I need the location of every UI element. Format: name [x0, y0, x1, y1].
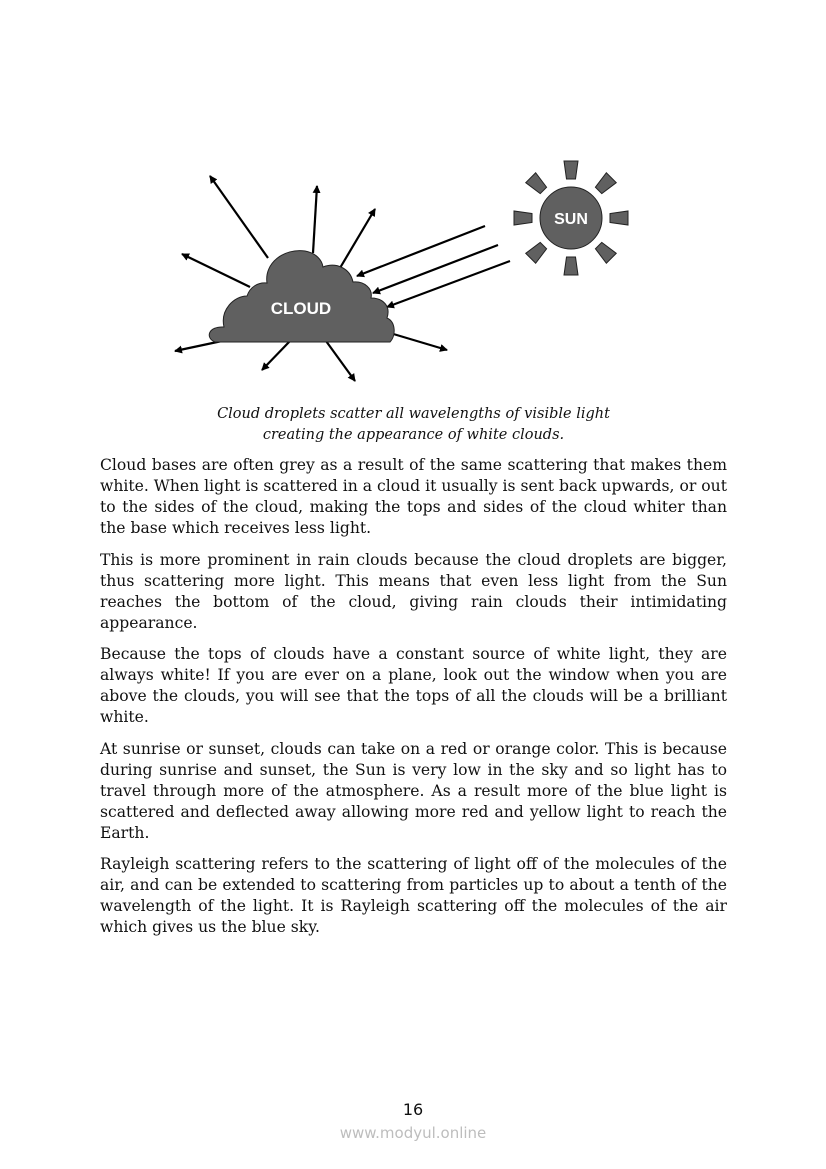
body-text — [100, 455, 727, 949]
caption-line-1: Cloud droplets scatter all wavelengths of visible light — [217, 406, 610, 422]
sun-ray — [526, 242, 547, 263]
page-number: 16 — [402, 1100, 424, 1119]
paragraph: Because the tops of clouds have a constant source of white light, they are always white! If you are ever on a plane, look out the window when you are above the clouds, you will see that the tops of all the clouds will be a brilliant white. — [100, 645, 727, 726]
sun-ray — [564, 161, 578, 179]
sunlight-arrows — [357, 226, 510, 307]
watermark: www.modyul.online — [339, 1124, 487, 1142]
sun-ray — [564, 257, 578, 275]
paragraph: Rayleigh scattering refers to the scattering of light off of the molecules of the air, and can be extended to scattering from particles up to about a tenth of the wavelength of the light. It is Rayleigh scattering off the molecules of the air which gives us the blue sky. — [100, 855, 727, 936]
paragraph: At sunrise or sunset, clouds can take on a red or orange color. This is because during sunrise and sunset, the Sun is very low in the sky and so light has to travel through more of the atmosphere. As a result more of the blue light is scattered and deflected away allowing more red and yellow light to reach the Earth. — [100, 739, 727, 842]
cloud-label: CLOUD — [270, 299, 332, 318]
sun-label: SUN — [554, 211, 588, 228]
paragraph: Cloud bases are often grey as a result of the same scattering that makes them white. When light is scattered in a cloud it usually is sent back upwards, or out to the sides of the cloud, making the tops and sides of the cloud whiter than the base which receives less light. — [100, 456, 727, 537]
cloud-shape — [209, 251, 394, 342]
sun-ray — [526, 173, 547, 194]
sun-ray — [514, 211, 532, 225]
cloud-scattering-diagram — [0, 0, 826, 400]
sun-ray — [610, 211, 628, 225]
sun-ray — [595, 242, 616, 263]
figure-caption — [100, 404, 727, 446]
caption-line-2: creating the appearance of white clouds. — [262, 427, 565, 443]
paragraph: This is more prominent in rain clouds because the cloud droplets are bigger, thus scattering more light. This means that even less light from the Sun reaches the bottom of the cloud, giving rain clouds their intimidating appearance. — [100, 550, 727, 632]
sun-ray — [595, 173, 616, 194]
